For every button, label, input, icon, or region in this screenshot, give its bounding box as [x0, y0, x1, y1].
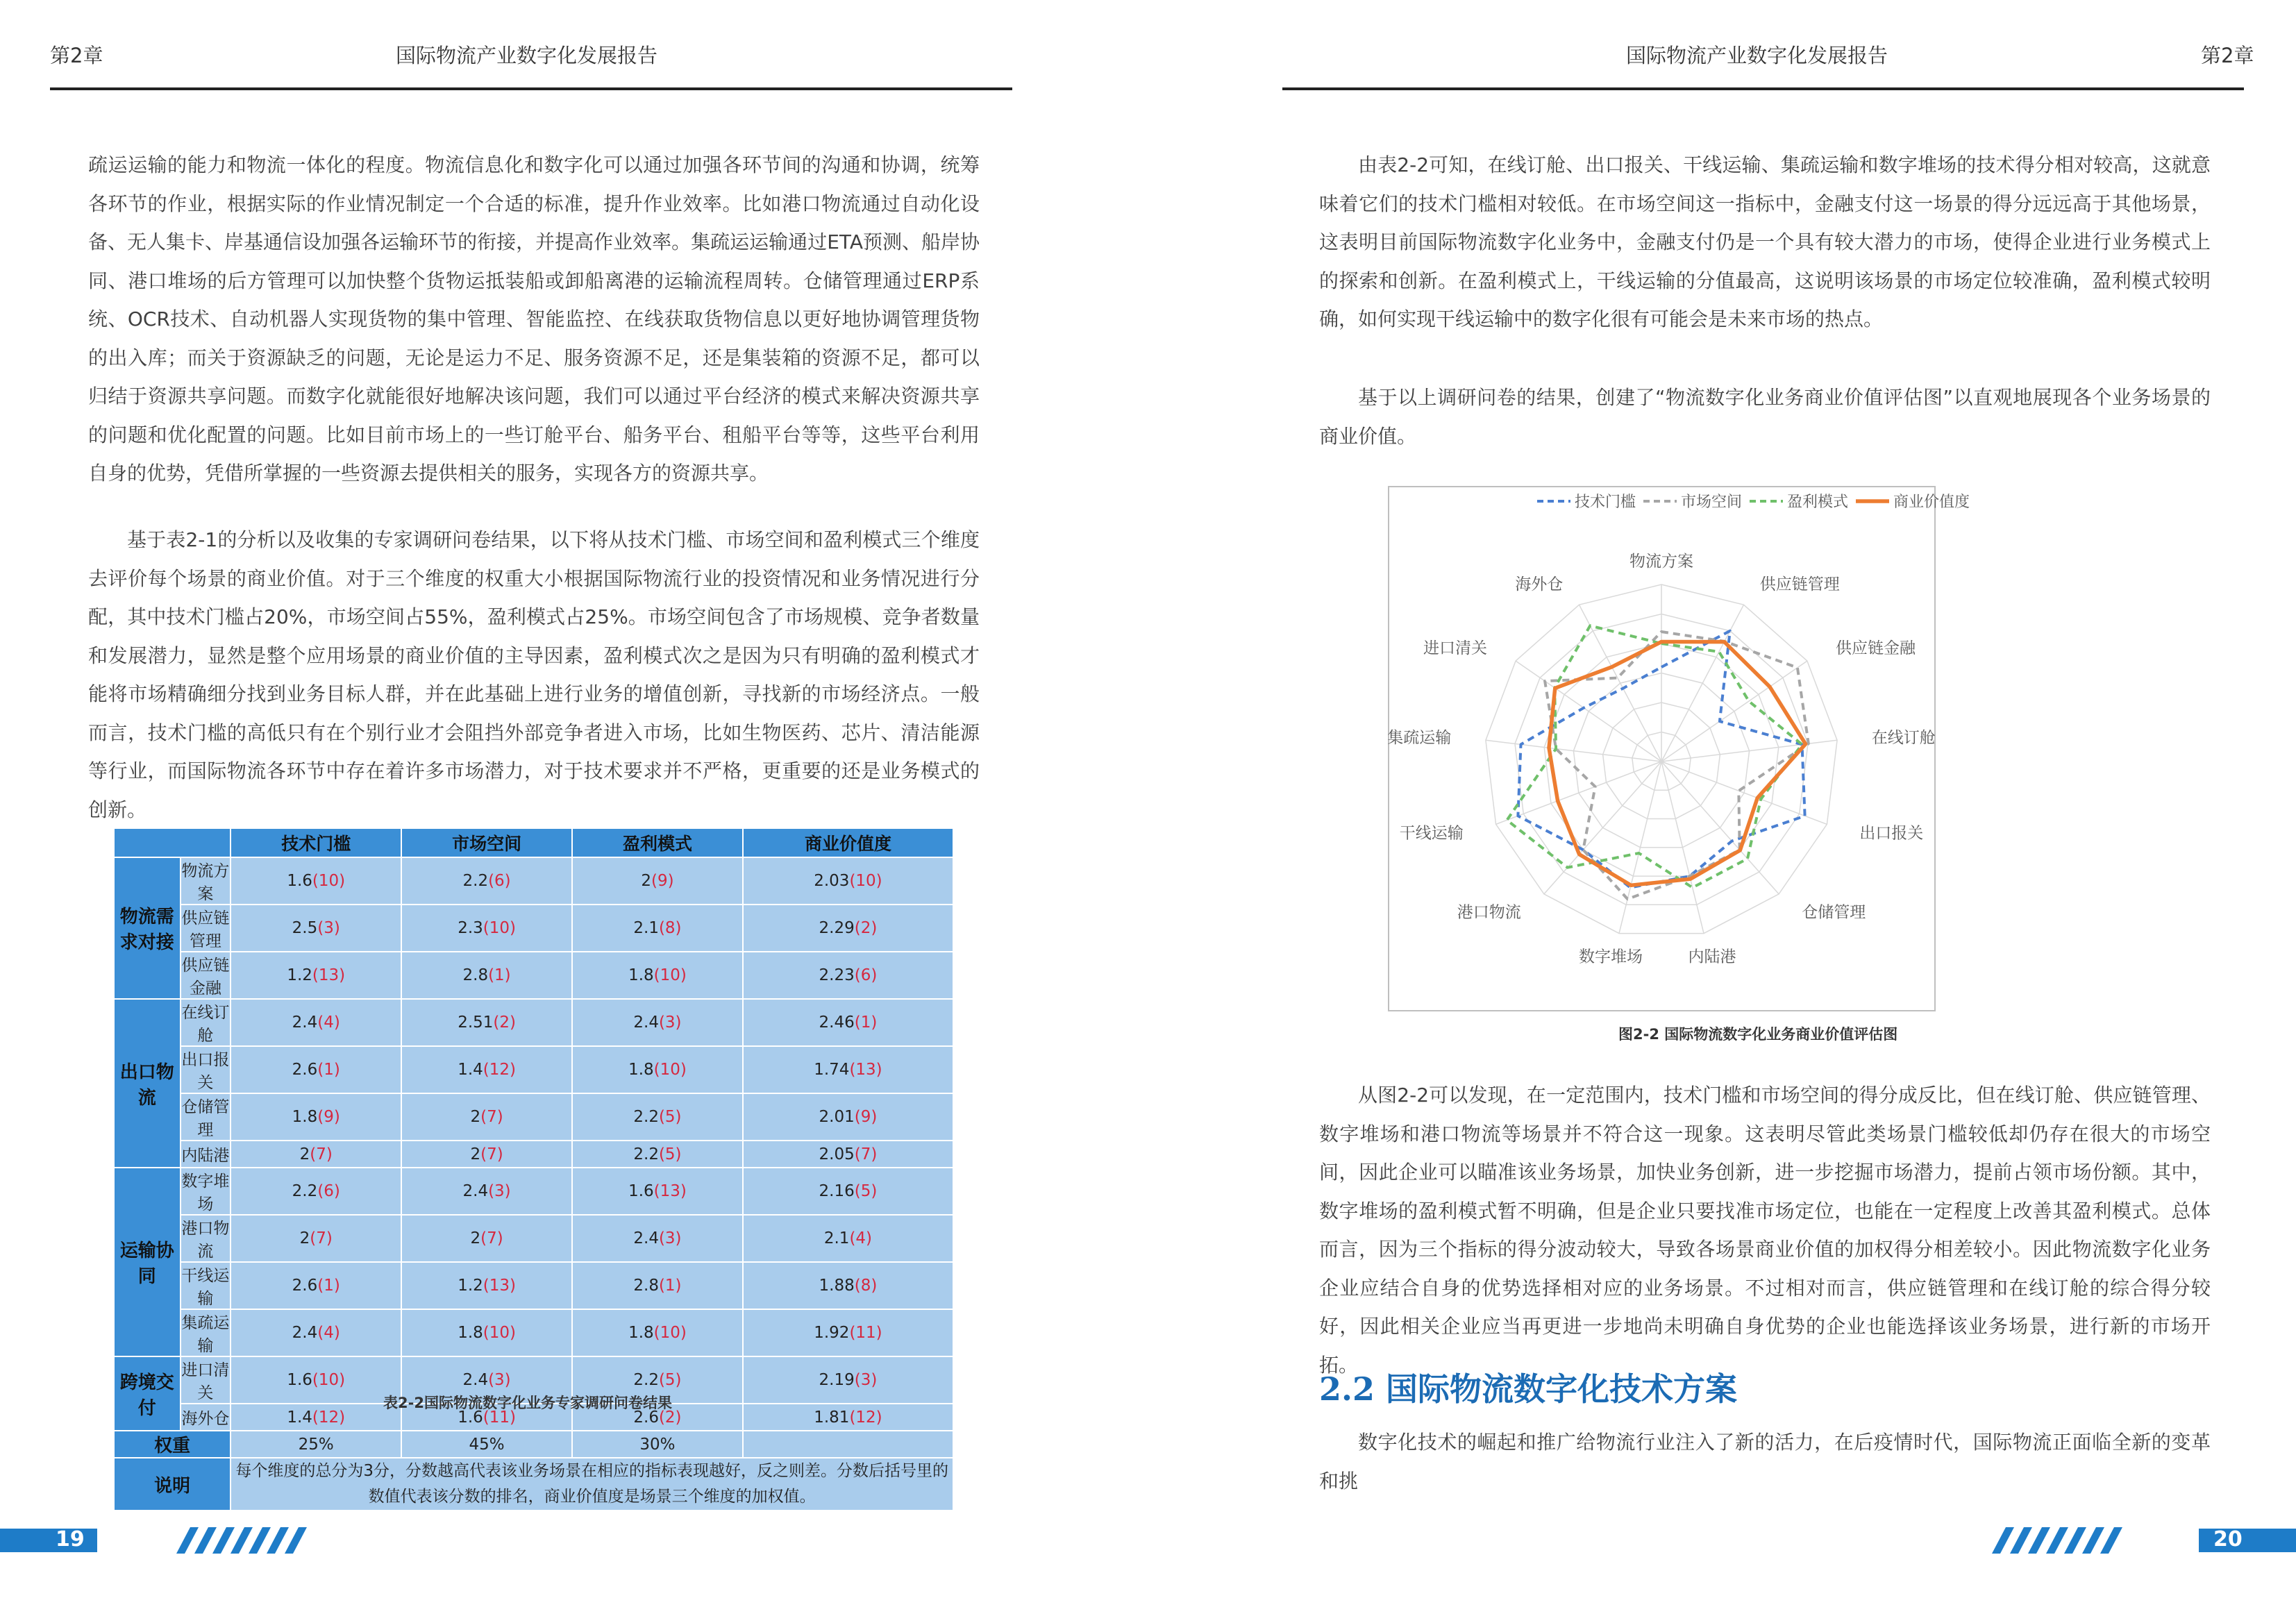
score-rank: (2): [854, 919, 878, 937]
score-rank: (13): [483, 1277, 516, 1295]
group-label: 物流需求对接: [114, 857, 181, 999]
score-rank: (10): [312, 872, 346, 890]
score-value: 1.2: [287, 966, 312, 984]
figure-caption: 图2-2 国际物流数字化业务商业价值评估图: [1618, 1026, 1898, 1043]
axis-label: 供应链金融: [1836, 639, 1916, 657]
table-row: [114, 1309, 953, 1356]
score-value: 2: [299, 1145, 310, 1163]
score-value: 2.8: [462, 966, 489, 984]
report-title: 国际物流产业数字化发展报告: [396, 44, 658, 67]
score-value: 1.81: [814, 1408, 850, 1427]
score-cell: [231, 999, 401, 1046]
score-value: 1.6: [287, 872, 312, 890]
score-rank: (6): [488, 872, 511, 890]
score-rank: (10): [849, 872, 882, 890]
score-value: 2.2: [292, 1182, 318, 1200]
score-value: 2.03: [814, 872, 850, 890]
legend-label: 技术门槛: [1575, 494, 1636, 511]
score-value: 1.2: [458, 1277, 483, 1295]
score-cell: [231, 1404, 401, 1431]
row-label: 物流方案: [181, 857, 231, 905]
score-cell: [231, 1262, 401, 1309]
score-cell: [572, 1309, 743, 1356]
radar-chart: [1387, 486, 1970, 1011]
score-value: 2: [470, 1229, 481, 1247]
page-number: 19: [56, 1527, 85, 1551]
row-label: 集疏运输: [181, 1309, 231, 1356]
score-rank: (6): [317, 1182, 340, 1200]
body-paragraph-4: 数字化技术的崛起和推广给物流行业注入了新的活力，在后疫情时代，国际物流正面临全新的变革和挑: [1319, 1431, 2211, 1492]
score-cell: [743, 1356, 953, 1404]
report-title: 国际物流产业数字化发展报告: [1626, 44, 1888, 67]
score-value: 2.1: [633, 919, 659, 937]
table-row: [114, 905, 953, 952]
score-rank: (12): [849, 1408, 882, 1427]
score-value: 2.8: [633, 1277, 659, 1295]
score-rank: (3): [854, 1371, 878, 1389]
axis-label: 海外仓: [1515, 575, 1564, 594]
score-cell: [401, 1309, 572, 1356]
score-value: 1.8: [628, 966, 654, 984]
table-row: [114, 1141, 953, 1168]
score-value: 2.29: [819, 919, 855, 937]
score-value: 2.6: [633, 1408, 659, 1427]
row-label: 出口报关: [181, 1046, 231, 1093]
axis-label: 供应链管理: [1759, 575, 1840, 594]
score-rank: (10): [653, 1061, 687, 1079]
score-value: 1.6: [287, 1371, 312, 1389]
score-rank: (8): [854, 1277, 878, 1295]
score-value: 1.8: [458, 1324, 483, 1342]
weight-cell: [743, 1431, 953, 1458]
score-value: 2.4: [292, 1324, 318, 1342]
score-value: 1.8: [628, 1324, 654, 1342]
score-cell: [572, 857, 743, 905]
score-rank: (1): [317, 1277, 340, 1295]
score-rank: (9): [317, 1108, 340, 1126]
score-rank: (9): [854, 1108, 878, 1126]
row-label: 海外仓: [181, 1404, 231, 1431]
score-cell: [743, 1215, 953, 1262]
score-cell: [743, 1046, 953, 1093]
score-cell: [572, 1046, 743, 1093]
score-value: 2.4: [633, 1229, 659, 1247]
axis-label: 在线订舱: [1871, 729, 1936, 748]
group-label: 出口物流: [114, 999, 181, 1168]
score-rank: (4): [849, 1229, 873, 1247]
axis-label: 物流方案: [1629, 553, 1693, 571]
score-cell: [231, 1215, 401, 1262]
score-rank: (13): [849, 1061, 882, 1079]
score-cell: [743, 1262, 953, 1309]
axis-label: 内陆港: [1688, 948, 1736, 966]
score-rank: (7): [854, 1145, 878, 1163]
axis-label: 干线运输: [1399, 824, 1464, 843]
score-rank: (1): [854, 1014, 878, 1032]
page-number: 20: [2213, 1527, 2243, 1551]
score-cell: [743, 1309, 953, 1356]
body-paragraph-2: 基于表2-1的分析以及收集的专家调研问卷结果，以下将从技术门槛、市场空间和盈利模式三个维度去评价每个场景的商业价值。对于三个维度的权重大小根据国际物流行业的投资情况和业务情况进行分配，其中技术门槛占20%，市场空间占55%，盈利模式占25%。市场空间包含了市场规模、竞争者数量和发展潜力，显然是整个应用场景的商业价值的主导因素，盈利模式次之是因为只有明确的盈利模式才能将市场精确细分找到业务目标人群，并在此基础上进行业务的增值创新，寻找新的市场经济点。一般而言，技术门槛的高低只有在个别行业才会阻挡外部竞争者进入市场，比如生物医药、芯片、清洁能源等行业，而国际物流各环节中存在着许多市场潜力，对于技术要求并不严格，更重要的还是业务模式的创新。: [88, 528, 980, 821]
chapter-label: 第2章: [2201, 44, 2254, 67]
weight-cell: 25%: [231, 1431, 401, 1458]
weight-cell: 45%: [401, 1431, 572, 1458]
score-cell: [743, 1141, 953, 1168]
score-value: 2: [470, 1145, 481, 1163]
score-value: 1.88: [819, 1277, 855, 1295]
score-rank: (12): [483, 1061, 516, 1079]
score-value: 2.3: [458, 919, 483, 937]
legend-label: 商业价值度: [1893, 494, 1970, 511]
body-paragraph-1: 疏运运输的能力和物流一体化的程度。物流信息化和数字化可以通过加强各环节间的沟通和协调，统筹各环节的作业，根据实际的作业情况制定一个合适的标准，提升作业效率。比如港口物流通过自动化设备、无人集卡、岸基通信设加强各运输环节的衔接，并提高作业效率。集疏运运输通过ETA预测、船岸协同、港口堆场的后方管理可以加快整个货物运抵装船或卸船离港的运输流程周转。仓储管理通过ERP系统、OCR技术、自动机器人实现货物的集中管理、智能监控、在线获取货物信息以更好地协调管理货物的出入库；而关于资源缺乏的问题，无论是运力不足、服务资源不足，还是集装箱的资源不足，都可以归结于资源共享问题。而数字化就能很好地解决该问题，我们可以通过平台经济的模式来解决资源共享的问题和优化配置的问题。比如目前市场上的一些订舱平台、船务平台、租船平台等等，这些平台利用自身的优势，凭借所掌握的一些资源去提供相关的服务，实现各方的资源共享。: [88, 153, 980, 485]
score-value: 1.6: [628, 1182, 654, 1200]
score-cell: [572, 1168, 743, 1215]
weight-label: 权重: [114, 1431, 231, 1458]
score-value: 2.16: [819, 1182, 855, 1200]
axis-label: 仓储管理: [1802, 903, 1866, 922]
score-rank: (2): [658, 1408, 682, 1427]
score-rank: (4): [317, 1014, 340, 1032]
score-value: 2.4: [462, 1371, 489, 1389]
score-rank: (7): [480, 1145, 503, 1163]
weight-cell: 30%: [572, 1431, 743, 1458]
score-value: 1.92: [814, 1324, 850, 1342]
table-row: [114, 1046, 953, 1093]
score-rank: (9): [651, 872, 674, 890]
score-cell: [743, 999, 953, 1046]
score-cell: [572, 999, 743, 1046]
score-rank: (5): [658, 1371, 682, 1389]
axis-label: 出口报关: [1859, 824, 1924, 843]
score-value: 1.8: [292, 1108, 318, 1126]
score-rank: (5): [658, 1145, 682, 1163]
body-paragraph-3: 从图2-2可以发现，在一定范围内，技术门槛和市场空间的得分成反比，但在线订舱、供应链管理、数字堆场和港口物流等场景并不符合这一现象。这表明尽管此类场景门槛较低却仍存在很大的市场空间，因此企业可以瞄准该业务场景，加快业务创新，进一步挖掘市场潜力，提前占领市场份额。其中，数字堆场的盈利模式暂不明确，但是企业只要找准市场定位，也能在一定程度上改善其盈利模式。总体而言，因为三个指标的得分波动较大，导致各场景商业价值的加权得分相差较小。因此物流数字化业务企业应结合自身的优势选择相对应的业务场景。不过相对而言，供应链管理和在线订舱的综合得分较好，因此相关企业应当再更进一步地尚未明确自身优势的企业也能选择该业务场景，进行新的市场开拓。: [1319, 1084, 2211, 1377]
score-value: 2.2: [633, 1108, 659, 1126]
score-rank: (12): [312, 1408, 346, 1427]
score-cell: [743, 1168, 953, 1215]
group-label: 运输协同: [114, 1168, 181, 1356]
score-cell: [401, 999, 572, 1046]
table-caption: 表2-2国际物流数字化业务专家调研问卷结果: [383, 1395, 672, 1411]
score-rank: (7): [480, 1229, 503, 1247]
score-value: 2.19: [819, 1371, 855, 1389]
body-paragraph-2: 基于以上调研问卷的结果，创建了“物流数字化业务商业价值评估图”以直观地展现各个业务场景的商业价值。: [1319, 386, 2211, 448]
score-cell: [401, 1141, 572, 1168]
body-paragraph-1: 由表2-2可知，在线订舱、出口报关、干线运输、集疏运输和数字堆场的技术得分相对较高，这就意味着它们的技术门槛相对较低。在市场空间这一指标中，金融支付这一场景的得分远远高于其他场景，这表明目前国际物流数字化业务中，金融支付仍是一个具有较大潜力的市场，使得企业进行业务模式上的探索和创新。在盈利模式上，干线运输的分值最高，这说明该场景的市场定位较准确，盈利模式较明确，如何实现干线运输中的数字化很有可能会是未来市场的热点。: [1319, 153, 2211, 330]
row-label: 仓储管理: [181, 1093, 231, 1141]
score-rank: (10): [312, 1371, 346, 1389]
row-label: 进口清关: [181, 1356, 231, 1404]
score-rank: (10): [483, 1324, 516, 1342]
score-cell: [401, 1262, 572, 1309]
score-cell: [743, 905, 953, 952]
score-value: 2: [641, 872, 651, 890]
score-rank: (3): [658, 1229, 682, 1247]
score-value: 2.46: [819, 1014, 855, 1032]
score-cell: [401, 1046, 572, 1093]
score-rank: (4): [317, 1324, 340, 1342]
score-rank: (11): [849, 1324, 882, 1342]
table-row: [114, 1168, 953, 1215]
table-row: [114, 1215, 953, 1262]
table-corner: [114, 828, 231, 857]
score-cell: [231, 857, 401, 905]
score-rank: (5): [854, 1182, 878, 1200]
score-cell: [231, 1141, 401, 1168]
score-cell: [401, 1093, 572, 1141]
score-value: 1.4: [287, 1408, 312, 1427]
score-value: 1.4: [458, 1061, 483, 1079]
score-cell: [401, 905, 572, 952]
score-rank: (1): [658, 1277, 682, 1295]
score-rank: (7): [310, 1145, 333, 1163]
score-value: 2.2: [462, 872, 489, 890]
axis-label: 进口清关: [1423, 639, 1487, 657]
score-value: 2.2: [633, 1145, 659, 1163]
score-cell: [572, 1215, 743, 1262]
score-cell: [572, 905, 743, 952]
header-rule: [1282, 87, 2244, 90]
table-header-row: [114, 828, 953, 857]
score-cell: [401, 857, 572, 905]
col-header: 技术门槛: [231, 828, 401, 857]
score-rank: (5): [658, 1108, 682, 1126]
col-header: 商业价值度: [743, 828, 953, 857]
score-value: 2.2: [633, 1371, 659, 1389]
legend-label: 盈利模式: [1787, 494, 1849, 511]
group-label: 跨境交付: [114, 1356, 181, 1431]
score-value: 2.6: [292, 1061, 318, 1079]
score-rank: (3): [488, 1182, 511, 1200]
score-cell: [231, 1309, 401, 1356]
score-value: 2.01: [819, 1108, 855, 1126]
score-cell: [572, 1093, 743, 1141]
score-value: 1.74: [814, 1061, 850, 1079]
legend-label: 市场空间: [1681, 494, 1743, 511]
score-value: 1.8: [628, 1061, 654, 1079]
table-row: [114, 1262, 953, 1309]
row-label: 在线订舱: [181, 999, 231, 1046]
score-cell: [743, 1404, 953, 1431]
score-rank: (10): [483, 919, 516, 937]
header-rule: [50, 87, 1012, 90]
score-rank: (10): [653, 1324, 687, 1342]
chapter-label: 第2章: [50, 44, 103, 67]
score-value: 2: [299, 1229, 310, 1247]
score-rank: (7): [310, 1229, 333, 1247]
score-cell: [401, 1215, 572, 1262]
score-cell: [401, 1168, 572, 1215]
score-rank: (2): [493, 1014, 516, 1032]
score-cell: [572, 1262, 743, 1309]
score-cell: [231, 1168, 401, 1215]
score-cell: [743, 952, 953, 999]
section-heading: 2.2 国际物流数字化技术方案: [1319, 1370, 1738, 1408]
score-cell: [743, 1093, 953, 1141]
score-value: 2.4: [292, 1014, 318, 1032]
score-cell: [572, 1141, 743, 1168]
score-rank: (7): [480, 1108, 503, 1126]
row-label: 供应链管理: [181, 905, 231, 952]
score-rank: (13): [653, 1182, 687, 1200]
score-cell: [231, 1356, 401, 1404]
row-label: 数字堆场: [181, 1168, 231, 1215]
score-value: 2.51: [458, 1014, 494, 1032]
col-header: 盈利模式: [572, 828, 743, 857]
axis-label: 港口物流: [1457, 903, 1521, 922]
score-value: 2.1: [823, 1229, 850, 1247]
score-cell: [572, 952, 743, 999]
score-cell: [231, 1046, 401, 1093]
score-rank: (3): [488, 1371, 511, 1389]
score-value: 2.05: [819, 1145, 855, 1163]
note-label: 说明: [114, 1458, 231, 1511]
score-cell: [743, 857, 953, 905]
weight-row: [114, 1431, 953, 1458]
score-rank: (6): [854, 966, 878, 984]
score-cell: [401, 952, 572, 999]
score-value: 2: [470, 1108, 481, 1126]
note-text: 每个维度的总分为3分，分数越高代表该业务场景在相应的指标表现越好，反之则差。分数后括号里的数值代表该分数的排名，商业价值度是场景三个维度的加权值。: [231, 1458, 953, 1511]
table-row: [114, 857, 953, 905]
score-value: 1.6: [458, 1408, 483, 1427]
row-label: 供应链金融: [181, 952, 231, 999]
score-value: 2.5: [292, 919, 318, 937]
table-row: [114, 952, 953, 999]
footer-stripes: [1982, 1527, 2128, 1554]
score-value: 2.4: [462, 1182, 489, 1200]
score-rank: (13): [312, 966, 346, 984]
score-value: 2.6: [292, 1277, 318, 1295]
score-value: 2.23: [819, 966, 855, 984]
axis-label: 集疏运输: [1387, 729, 1452, 748]
score-cell: [231, 1093, 401, 1141]
score-value: 2.4: [633, 1014, 659, 1032]
row-label: 干线运输: [181, 1262, 231, 1309]
note-row: [114, 1458, 953, 1511]
score-rank: (3): [317, 919, 340, 937]
score-rank: (8): [658, 919, 682, 937]
score-rank: (11): [483, 1408, 516, 1427]
score-rank: (1): [317, 1061, 340, 1079]
score-cell: [231, 952, 401, 999]
score-rank: (1): [488, 966, 511, 984]
table-row: [114, 999, 953, 1046]
score-cell: [231, 905, 401, 952]
footer-stripes: [167, 1527, 312, 1554]
row-label: 港口物流: [181, 1215, 231, 1262]
axis-label: 数字堆场: [1579, 948, 1643, 966]
row-label: 内陆港: [181, 1141, 231, 1168]
score-rank: (3): [658, 1014, 682, 1032]
col-header: 市场空间: [401, 828, 572, 857]
score-rank: (10): [653, 966, 687, 984]
table-row: [114, 1093, 953, 1141]
